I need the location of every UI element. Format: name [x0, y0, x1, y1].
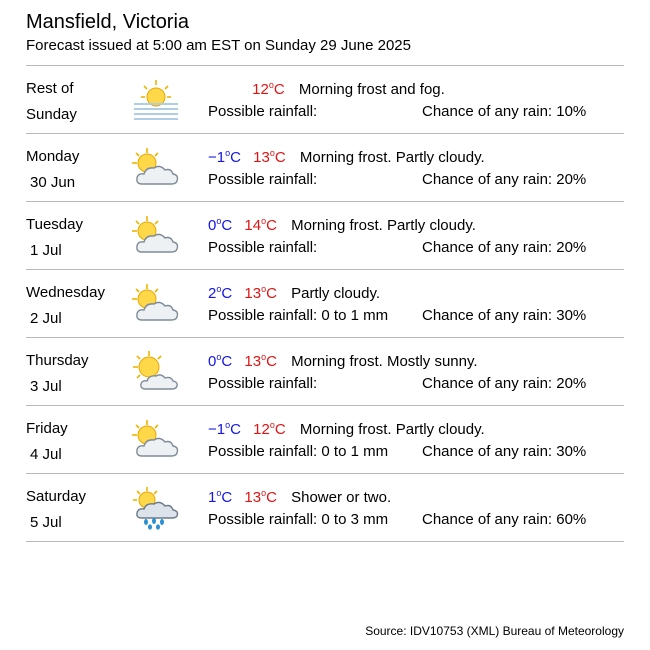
day-name: Rest of	[26, 80, 74, 97]
temperature-line	[208, 483, 391, 508]
min-temp-value: −1	[208, 421, 226, 438]
day-date: 5 Jul	[30, 514, 62, 531]
day-name: Wednesday	[26, 284, 105, 301]
forecast-summary: Morning frost. Partly cloudy.	[299, 421, 485, 438]
max-temp	[253, 421, 286, 438]
min-temp	[208, 421, 241, 438]
chance-label: Chance of any rain:	[422, 307, 553, 324]
temperature-line	[208, 415, 485, 440]
max-temp	[244, 353, 277, 370]
issued-time: Forecast issued at 5:00 am EST on Sunday 29 June 2025	[26, 37, 411, 54]
degree-symbol: o	[268, 80, 274, 90]
chance-value: 20%	[556, 239, 587, 256]
max-temp-unit: C	[266, 217, 277, 234]
min-temp-unit: C	[221, 353, 233, 370]
degree-symbol: o	[225, 420, 231, 430]
rainfall-value: 0 to 1 mm	[321, 307, 389, 324]
day-date: Sunday	[26, 106, 77, 123]
chance-of-rain	[422, 510, 586, 530]
rainfall-label: Possible rainfall:	[208, 103, 318, 120]
forecast-row	[26, 338, 624, 406]
chance-of-rain	[422, 442, 586, 462]
min-temp	[208, 285, 232, 302]
max-temp-unit: C	[266, 489, 277, 506]
min-temp	[208, 489, 232, 506]
day-name: Monday	[26, 148, 80, 165]
degree-symbol: o	[216, 488, 222, 498]
possible-rainfall	[208, 510, 388, 530]
shower-icon	[130, 486, 182, 530]
chance-label: Chance of any rain:	[422, 171, 553, 188]
temperature-line	[208, 347, 478, 372]
forecast-header	[26, 10, 411, 56]
forecast-summary: Morning frost. Partly cloudy.	[291, 217, 476, 234]
rainfall-label: Possible rainfall:	[208, 375, 318, 392]
partly-cloudy-icon	[130, 282, 182, 326]
chance-value: 30%	[556, 443, 587, 460]
day-name: Thursday	[26, 352, 89, 369]
forecast-row	[26, 474, 624, 542]
temperature-line	[208, 211, 476, 236]
possible-rainfall	[208, 374, 317, 394]
min-temp	[208, 149, 241, 166]
chance-label: Chance of any rain:	[422, 375, 553, 392]
day-name: Friday	[26, 420, 68, 437]
max-temp-value: 12	[252, 81, 269, 98]
day-name: Saturday	[26, 488, 87, 505]
chance-value: 20%	[556, 375, 587, 392]
max-temp-unit: C	[274, 421, 286, 438]
forecast-summary: Shower or two.	[291, 489, 392, 506]
chance-value: 30%	[556, 307, 587, 324]
min-temp-value: 2	[208, 285, 217, 302]
max-temp	[244, 217, 277, 234]
day-date: 30 Jun	[30, 174, 76, 191]
max-temp-value: 13	[244, 489, 262, 506]
chance-of-rain	[422, 170, 586, 190]
min-temp-unit: C	[221, 217, 233, 234]
min-temp-unit: C	[221, 285, 233, 302]
partly-cloudy-icon	[130, 146, 182, 190]
day-date: 3 Jul	[30, 378, 62, 395]
min-temp-value: −1	[208, 149, 226, 166]
rainfall-label: Possible rainfall:	[208, 171, 318, 188]
degree-symbol: o	[261, 216, 267, 226]
rainfall-label: Possible rainfall:	[208, 443, 318, 460]
min-temp-unit: C	[230, 421, 241, 438]
forecast-row	[26, 66, 624, 134]
day-date: 1 Jul	[30, 242, 62, 259]
forecast-row	[26, 270, 624, 338]
forecast-row	[26, 202, 624, 270]
chance-label: Chance of any rain:	[422, 239, 553, 256]
max-temp-value: 13	[253, 149, 270, 166]
rainfall-label: Possible rainfall:	[208, 511, 318, 528]
min-temp-unit: C	[230, 149, 241, 166]
day-cell	[26, 144, 79, 196]
temperature-line	[208, 279, 380, 304]
degree-symbol: o	[216, 352, 222, 362]
forecast-summary: Morning frost and fog.	[298, 81, 445, 98]
chance-value: 60%	[556, 511, 587, 528]
max-temp-unit: C	[266, 285, 277, 302]
degree-symbol: o	[216, 284, 222, 294]
chance-of-rain	[422, 306, 586, 326]
degree-symbol: o	[225, 148, 231, 158]
partly-cloudy-icon	[130, 214, 182, 258]
rainfall-label: Possible rainfall:	[208, 239, 318, 256]
day-cell	[26, 76, 77, 128]
degree-symbol: o	[216, 216, 222, 226]
chance-value: 10%	[556, 103, 587, 120]
temperature-line	[208, 143, 485, 168]
max-temp	[244, 489, 277, 506]
degree-symbol: o	[261, 284, 267, 294]
min-temp	[208, 217, 232, 234]
max-temp-value: 14	[244, 217, 262, 234]
max-temp-unit: C	[274, 149, 286, 166]
min-temp-value: 0	[208, 353, 217, 370]
day-cell	[26, 280, 105, 332]
day-cell	[26, 348, 89, 400]
chance-of-rain	[422, 374, 586, 394]
chance-label: Chance of any rain:	[422, 443, 553, 460]
forecast-row	[26, 406, 624, 474]
min-temp	[208, 353, 232, 370]
day-date: 4 Jul	[30, 446, 62, 463]
chance-label: Chance of any rain:	[422, 103, 553, 120]
max-temp	[253, 149, 286, 166]
forecast-summary: Partly cloudy.	[291, 285, 381, 302]
max-temp-unit: C	[266, 353, 277, 370]
max-temp	[244, 285, 277, 302]
max-temp-value: 13	[244, 353, 262, 370]
chance-of-rain	[422, 238, 586, 258]
location-title: Mansfield, Victoria	[26, 11, 190, 33]
rainfall-label: Possible rainfall:	[208, 307, 318, 324]
temperature-line	[208, 75, 445, 100]
max-temp-unit: C	[273, 81, 285, 98]
rainfall-value: 0 to 3 mm	[321, 511, 389, 528]
partly-cloudy-icon	[130, 418, 182, 462]
day-name: Tuesday	[26, 216, 83, 233]
possible-rainfall	[208, 102, 317, 122]
forecast-summary: Morning frost. Mostly sunny.	[291, 353, 478, 370]
max-temp-value: 12	[253, 421, 270, 438]
min-temp-unit: C	[221, 489, 233, 506]
day-date: 2 Jul	[30, 310, 62, 327]
possible-rainfall	[208, 442, 388, 462]
degree-symbol: o	[261, 488, 267, 498]
forecast-table	[26, 65, 624, 542]
max-temp-value: 13	[244, 285, 262, 302]
max-temp	[252, 81, 285, 98]
degree-symbol: o	[261, 352, 267, 362]
degree-symbol: o	[269, 420, 275, 430]
mostly-sunny-icon	[130, 350, 182, 394]
possible-rainfall	[208, 170, 317, 190]
min-temp-value: 1	[208, 489, 217, 506]
day-cell	[26, 416, 68, 468]
rainfall-value: 0 to 1 mm	[321, 443, 389, 460]
day-cell	[26, 212, 83, 264]
chance-of-rain	[422, 102, 586, 122]
chance-label: Chance of any rain:	[422, 511, 553, 528]
source-credit: Source: IDV10753 (XML) Bureau of Meteorology	[365, 624, 624, 638]
fog-icon	[130, 78, 182, 122]
min-temp-value: 0	[208, 217, 217, 234]
forecast-row	[26, 134, 624, 202]
possible-rainfall	[208, 238, 317, 258]
day-cell	[26, 484, 86, 536]
degree-symbol: o	[269, 148, 275, 158]
chance-value: 20%	[556, 171, 587, 188]
possible-rainfall	[208, 306, 388, 326]
forecast-summary: Morning frost. Partly cloudy.	[299, 149, 485, 166]
